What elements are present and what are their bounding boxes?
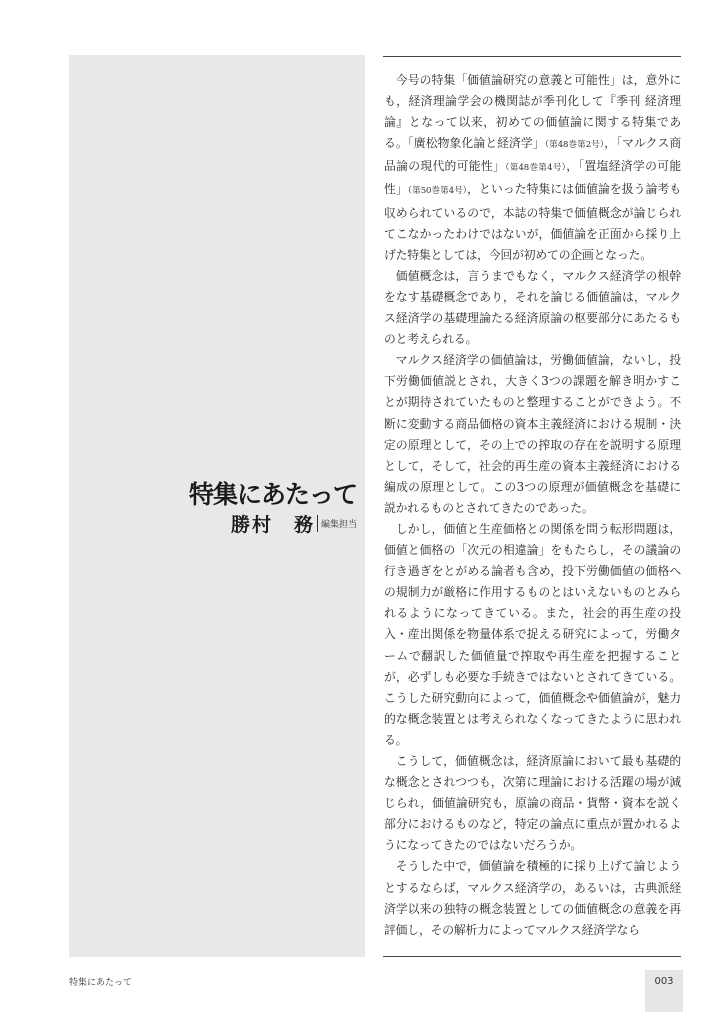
paragraph-text: そうした中で，価値論を積極的に採り上げて論じようとするならば，マルクス経済学の，あるいは，古典派経済学以来の独特の概念装置としての価値概念の意義を再評価し，その解析力によってマルクス経済学なら [384, 859, 681, 937]
page-number-tab [645, 970, 683, 1012]
article-paragraph [384, 266, 681, 350]
paragraph-text: ，「マルクス商品論の現代的可能性」 [384, 136, 681, 174]
paragraph-text: 今号の特集「価値論研究の意義と可能性」は，意外にも，経済理論学会の機関誌が季刊化して『季刊 経済理論』となって以来，初めての価値論に関する特集である。「廣松物象化論と経済学」 [384, 73, 681, 151]
article-paragraph [384, 70, 681, 266]
paragraph-text: 価値概念は，言うまでもなく，マルクス経済学の根幹をなす基礎概念であり，それを論じる価値論は，マルクス経済学の基礎理論たる経済原論の枢要部分にあたるものと考えられる。 [384, 268, 681, 347]
author-name: 勝村 務 [230, 514, 315, 536]
citation-note: （第48巻第4号） [505, 163, 567, 174]
author-role: 編集担当 [320, 520, 357, 530]
article-paragraph [384, 751, 681, 856]
running-title: 特集にあたって [69, 978, 133, 988]
paragraph-text: マルクス経済学の価値論は，労働価値論，ないし，投下労働価値説とされ，大きく3つの課題を解き明かすことが期待されていたものと整理することができよう。不断に変動する商品価格の資本主義経済における規制・決定の原理として，その上での搾取の存在を説明する原理として，そして，社会的再生産の資本主義経済における編成の原理として。この3つの原理が価値概念を基礎に説かれるものとされてきたのであった。 [384, 353, 681, 515]
paragraph-text: ，といった特集には価値論を扱う論考も収められているので，本誌の特集で価値概念が論じられてこなかったわけではないが，価値論を正面から採り上げた特集としては，今回が初めての企画となった。 [384, 182, 682, 262]
paragraph-text: こうして，価値概念は，経済原論において最も基礎的な概念とされつつも，次第に理論における活躍の場が減じられ，価値論研究も，原論の商品・貨幣・資本を説く部分におけるものなど，特定の論点に重点が置かれるようになってきたのではないだろうか。 [384, 754, 681, 853]
paragraph-text: しかし，価値と生産価格との関係を問う転形問題は，価値と価格の「次元の相違論」をもたらし，その議論の行き過ぎをとがめる論者も含め，投下労働価値の価格への規制力が厳格に作用するものとはいえないものとみられるようになってきている。また，社会的再生産の投入・産出関係を物量体系で捉える研究によって，労働タームで翻訳した価値量で搾取や再生産を把握することが，必ずしも必要な手続きではないとされてきている。こうした研究動向によって，価値概念や価値論が，魅力的な概念装置とは考えられなくなってきたように思われる。 [384, 521, 681, 747]
citation-note: （第50巻第4号） [407, 186, 468, 197]
author-separator [317, 515, 318, 532]
feature-title: 特集にあたって [188, 480, 357, 509]
citation-note: （第48巻第2号） [544, 140, 605, 151]
title-panel [69, 55, 365, 957]
article-paragraph [384, 856, 681, 940]
paragraph-text: ，「置塩経済学の可能性」 [384, 159, 681, 197]
author-line [231, 510, 357, 537]
article-paragraph [384, 350, 681, 519]
bottom-rule [383, 956, 681, 957]
top-rule [383, 56, 681, 57]
article-body [384, 70, 681, 941]
article-paragraph [384, 519, 681, 751]
page-number: 003 [654, 976, 674, 987]
